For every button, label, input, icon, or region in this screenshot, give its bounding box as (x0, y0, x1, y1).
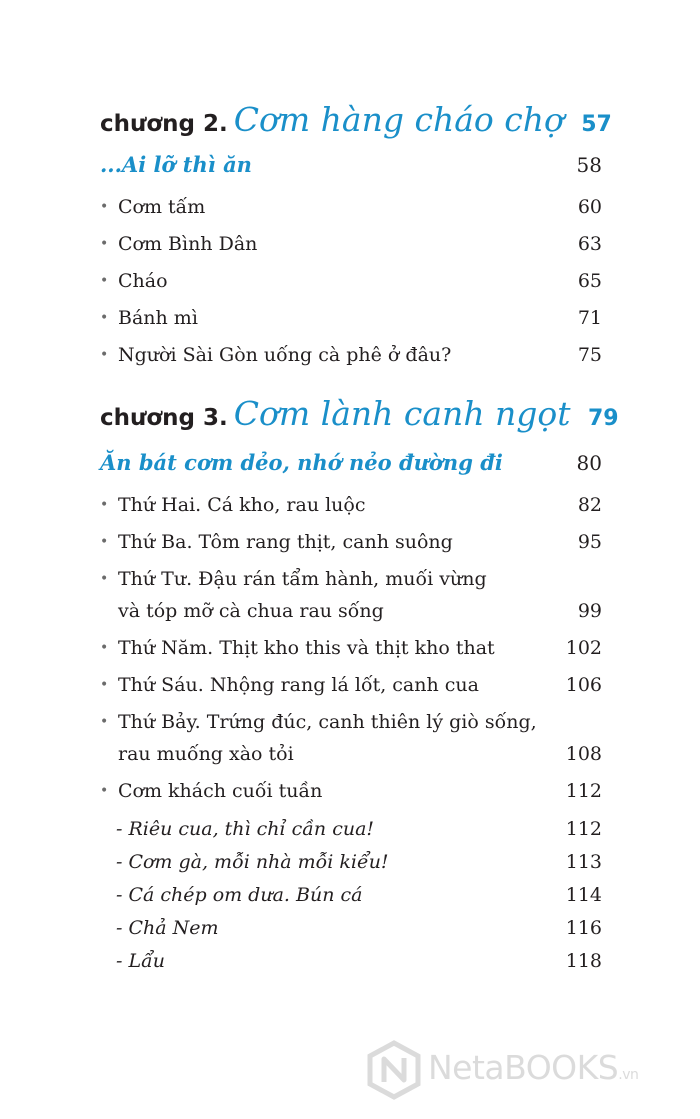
entry-title: Thứ Bảy. Trứng đúc, canh thiên lý giò sống, (118, 711, 537, 733)
toc-entry (100, 233, 602, 255)
entry-title: Thứ Tư. Đậu rán tẩm hành, muối vừng (118, 568, 487, 590)
entry-title: Bánh mì (118, 307, 198, 329)
bullet: • (100, 310, 109, 326)
bullet: • (100, 571, 109, 587)
entry-title-continued: và tóp mỡ cà chua rau sống (118, 600, 384, 622)
entry-title: Thứ Ba. Tôm rang thịt, canh suông (118, 531, 453, 553)
bullet: • (100, 534, 109, 550)
toc-entry-line-1 (100, 711, 602, 733)
entry-title: Thứ Hai. Cá kho, rau luộc (118, 494, 366, 516)
toc-subentry (116, 884, 602, 906)
entry-page: 112 (565, 780, 602, 802)
chapter-2-section (100, 152, 602, 177)
bullet: • (100, 497, 109, 513)
bullet: • (100, 783, 109, 799)
watermark-text (428, 1048, 638, 1087)
subentry-page: 112 (565, 818, 602, 840)
toc-entry-line-2 (100, 743, 602, 765)
toc-subentry (116, 917, 602, 939)
section-title: ...Ai lỡ thì ăn (100, 152, 252, 177)
chapter-3-section (100, 450, 602, 475)
chapter-3-heading (100, 394, 619, 433)
subentry-title: - Chả Nem (116, 917, 219, 939)
toc-entry (100, 531, 602, 553)
toc-entry (100, 780, 602, 802)
toc-entry (100, 494, 602, 516)
subentry-page: 114 (565, 884, 602, 906)
watermark (366, 1040, 700, 1100)
entry-page: 106 (565, 674, 602, 696)
entry-title: Thứ Sáu. Nhộng rang lá lốt, canh cua (118, 674, 479, 696)
subentry-page: 113 (565, 851, 602, 873)
entry-page: 95 (577, 531, 602, 553)
chapter-3-label: chương 3. (100, 405, 228, 431)
netabooks-logo-icon (366, 1040, 422, 1100)
entry-page: 75 (577, 344, 602, 366)
toc-subentry (116, 818, 602, 840)
entry-page: 99 (577, 600, 602, 622)
entry-page: 108 (565, 743, 602, 765)
entry-page: 82 (577, 494, 602, 516)
chapter-2-page: 57 (581, 112, 612, 137)
entry-page: 102 (565, 637, 602, 659)
toc-entry-line-1 (100, 568, 602, 590)
entry-title: Cháo (118, 270, 168, 292)
chapter-2-heading (100, 100, 612, 139)
bullet: • (100, 640, 109, 656)
subentry-page: 118 (565, 950, 602, 972)
entry-page: 65 (577, 270, 602, 292)
toc-entry (100, 344, 602, 366)
subentry-page: 116 (565, 917, 602, 939)
entry-title: Cơm Bình Dân (118, 233, 258, 255)
watermark-brand: NetaBOOKS (428, 1048, 619, 1087)
entry-title: Cơm khách cuối tuần (118, 780, 323, 802)
bullet: • (100, 199, 109, 215)
bullet: • (100, 677, 109, 693)
entry-title-continued: rau muống xào tỏi (118, 743, 294, 765)
bullet: • (100, 714, 109, 730)
toc-entry (100, 637, 602, 659)
subentry-title: - Lẩu (116, 950, 165, 972)
toc-entry (100, 307, 602, 329)
watermark-suffix: .vn (618, 1067, 639, 1083)
toc-entry (100, 270, 602, 292)
toc-subentry (116, 950, 602, 972)
toc-entry-line-2 (100, 600, 602, 622)
chapter-3-title: Cơm lành canh ngọt (233, 394, 571, 433)
section-page: 80 (576, 451, 602, 475)
subentry-title: - Cơm gà, mỗi nhà mỗi kiểu! (116, 851, 389, 873)
chapter-2-label: chương 2. (100, 111, 228, 137)
chapter-2-title: Cơm hàng cháo chợ (233, 100, 564, 139)
bullet: • (100, 236, 109, 252)
bullet: • (100, 273, 109, 289)
subentry-title: - Riêu cua, thì chỉ cần cua! (116, 818, 375, 840)
chapter-3-page: 79 (587, 406, 619, 431)
entry-page: 63 (577, 233, 602, 255)
entry-title: Người Sài Gòn uống cà phê ở đâu? (118, 344, 452, 366)
section-page: 58 (576, 153, 602, 177)
bullet: • (100, 347, 109, 363)
toc-entry (100, 196, 602, 218)
section-title: Ăn bát cơm dẻo, nhớ nẻo đường đi (100, 450, 503, 475)
entry-page: 71 (577, 307, 602, 329)
entry-title: Cơm tấm (118, 196, 206, 218)
entry-title: Thứ Năm. Thịt kho this và thịt kho that (118, 637, 495, 659)
entry-page: 60 (577, 196, 602, 218)
toc-subentry (116, 851, 602, 873)
toc-entry (100, 674, 602, 696)
subentry-title: - Cá chép om dưa. Bún cá (116, 884, 363, 906)
